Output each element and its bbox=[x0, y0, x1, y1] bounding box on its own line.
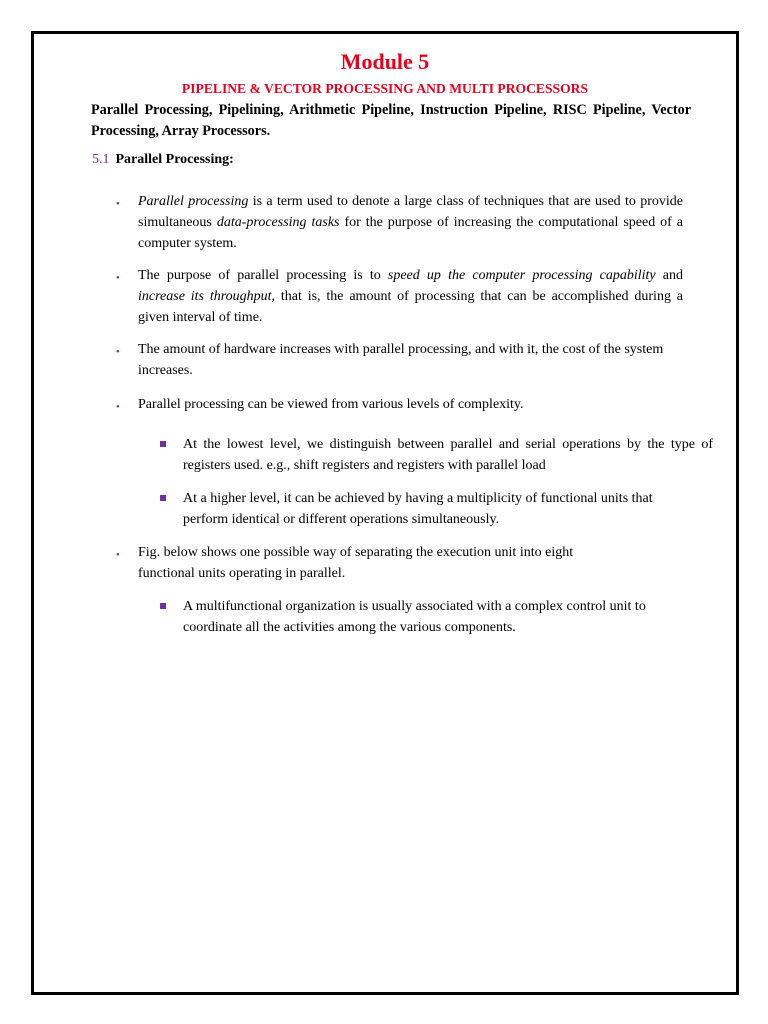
sub-bullet-multifunctional: A multifunctional organization is usually associated with a complex control unit to coordinate all the activities among the various components. bbox=[183, 599, 646, 635]
page-border bbox=[31, 31, 739, 995]
emphasis-throughput: increase its throughput, bbox=[138, 289, 276, 304]
bullet-text: The purpose of parallel processing is to bbox=[138, 268, 388, 283]
bullet-figure-description: Fig. below shows one possible way of separating the execution unit into eight functional units operating in parallel. bbox=[138, 545, 574, 581]
term-parallel-processing: Parallel processing bbox=[138, 194, 249, 209]
bullet-levels: Parallel processing can be viewed from various levels of complexity. bbox=[138, 397, 524, 412]
section-title: Parallel Processing: bbox=[115, 152, 234, 167]
bullet-dot-icon: • bbox=[116, 549, 120, 561]
bullet-dot-icon: • bbox=[116, 401, 120, 413]
bullet-text: and bbox=[655, 268, 684, 283]
square-bullet-icon bbox=[160, 441, 166, 447]
bullet-dot-icon: • bbox=[116, 198, 120, 210]
emphasis-speed-up: speed up the computer processing capability bbox=[387, 268, 656, 283]
bullet-dot-icon: • bbox=[116, 346, 120, 358]
square-bullet-icon bbox=[160, 603, 166, 609]
module-subtitle: PIPELINE & VECTOR PROCESSING AND MULTI PROCESSORS bbox=[181, 81, 589, 96]
module-title: Module 5 bbox=[340, 49, 430, 74]
document-body bbox=[34, 34, 736, 992]
bullet-parallel-definition bbox=[138, 191, 683, 254]
sub-bullet-lowest-level: At the lowest level, we distinguish between parallel and serial operations by the type of registers used. e.g., shift registers and registers with parallel load bbox=[183, 437, 713, 473]
bullet-dot-icon: • bbox=[116, 272, 120, 284]
square-bullet-icon bbox=[160, 495, 166, 501]
bullet-text: is a term used to denote a large class of techniques that are used to provide simultaneous bbox=[138, 194, 683, 230]
section-heading bbox=[92, 152, 234, 168]
bullet-text: that is, the amount of processing that can be accomplished during a given interval of time. bbox=[138, 289, 683, 325]
bullet-text: for the purpose of increasing the computational speed of a computer system. bbox=[138, 215, 683, 251]
bullet-purpose bbox=[138, 265, 683, 328]
bullet-hardware-cost: The amount of hardware increases with parallel processing, and with it, the cost of the system increases. bbox=[138, 342, 664, 378]
sub-bullet-higher-level: At a higher level, it can be achieved by having a multiplicity of functional units that perform identical or different operations simultaneously. bbox=[183, 491, 653, 527]
section-number: 5.1 bbox=[92, 152, 110, 167]
term-data-processing: data-processing tasks bbox=[216, 215, 340, 230]
topics-list: Parallel Processing, Pipelining, Arithmetic Pipeline, Instruction Pipeline, RISC Pipeline, Vector Processing, Array Processors. bbox=[91, 102, 691, 139]
